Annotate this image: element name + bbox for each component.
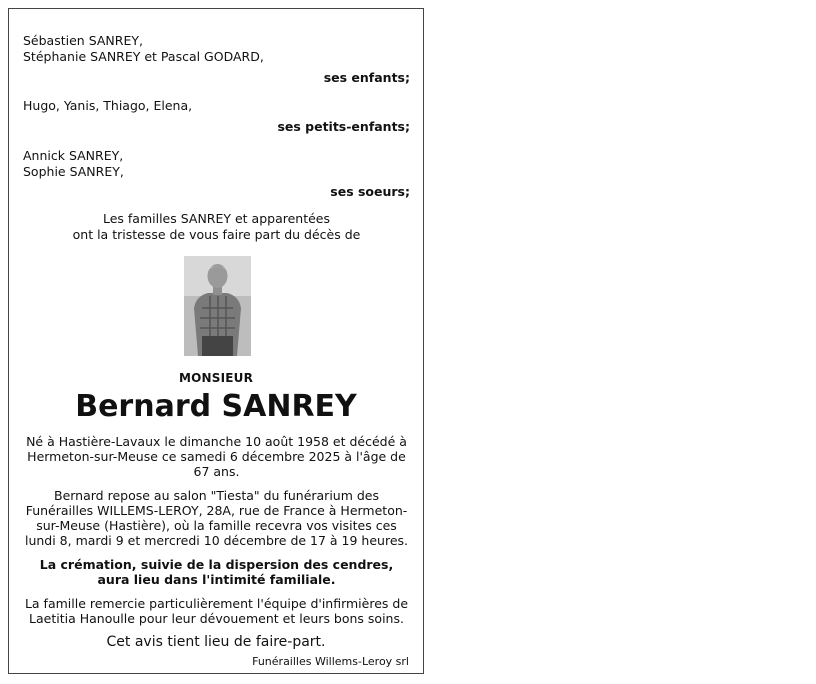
intro-line: ont la tristesse de vous faire part du décès de [72,227,361,242]
grandchildren-names: Hugo, Yanis, Thiago, Elena, [23,98,193,113]
cremation-line: La crémation, suivie de la dispersion des cendres, [39,557,394,572]
sister-name: Annick SANREY, [23,148,124,163]
closing-note: Cet avis tient lieu de faire-part. [106,634,326,650]
deceased-title: MONSIEUR [178,371,254,385]
portrait-photo [184,256,251,356]
cremation-paragraph [23,557,410,587]
intro-line: Les familles SANREY et apparentées [102,211,331,226]
thanks-paragraph: La famille remercie particulièrement l'équipe d'infirmières de Laetitia Hanoulle pour leur dévouement et leurs bons soins. [24,596,409,626]
children-names [23,33,410,65]
deceased-name: Bernard SANREY [75,389,357,424]
visitation-paragraph: Bernard repose au salon "Tiesta" du funérarium des Funérailles WILLEMS-LEROY, 28A, rue de France à Hermeton-sur-Meuse (Hastière), où la famille recevra vos visites ces lundi 8, mardi 9 et mercredi 10 décembre de 17 à 19 heures. [24,488,409,548]
cremation-line: aura lieu dans l'intimité familiale. [97,572,336,587]
sister-name: Sophie SANREY, [23,164,124,179]
grandchildren-role: ses petits-enfants; [277,119,410,134]
children-role: ses enfants; [323,70,410,85]
announcement-intro [23,211,410,243]
sisters-role: ses soeurs; [330,184,410,199]
funeral-home-signature: Funérailles Willems-Leroy srl [252,655,409,668]
obituary-card [8,8,424,674]
sisters-names [23,148,410,180]
child-name: Stéphanie SANREY et Pascal GODARD, [23,49,264,64]
child-name: Sébastien SANREY, [23,33,143,48]
birth-death-paragraph: Né à Hastière-Lavaux le dimanche 10 août 1958 et décédé à Hermeton-sur-Meuse ce samedi 6 décembre 2025 à l'âge de 67 ans. [26,434,407,479]
portrait-figure [184,256,251,356]
